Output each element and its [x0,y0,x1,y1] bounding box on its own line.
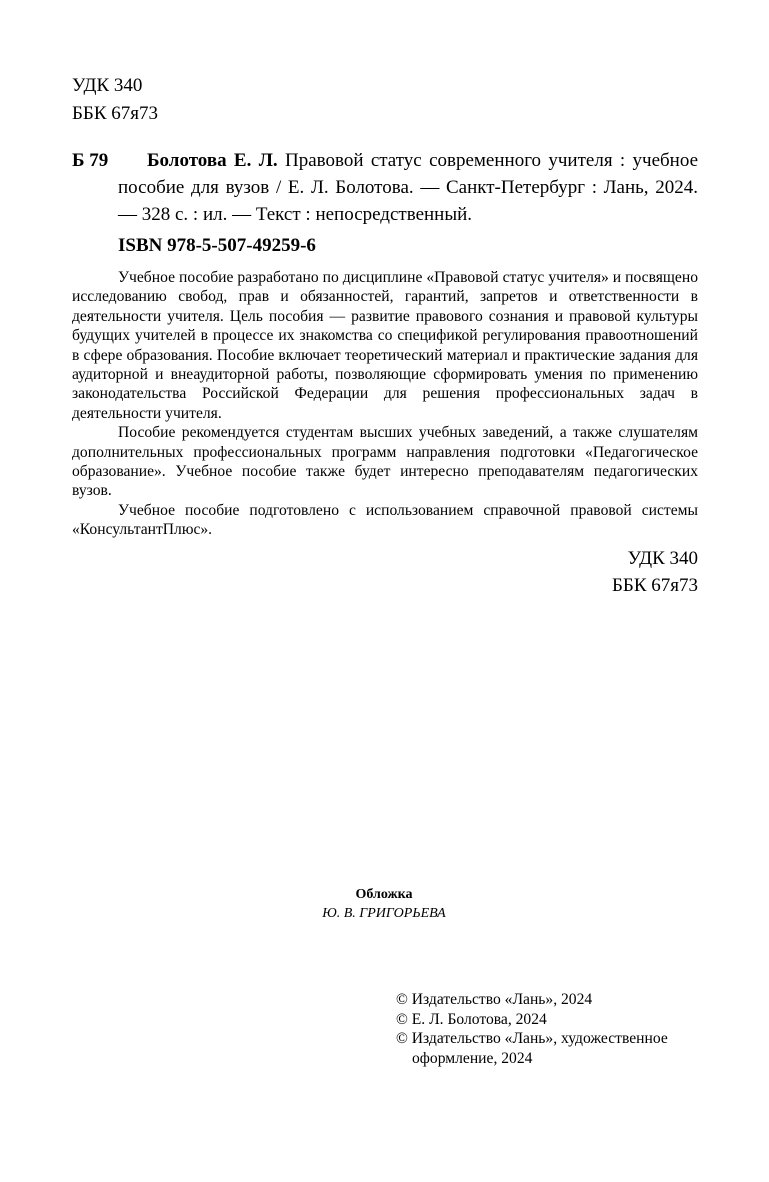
annotation-paragraph: Пособие рекомендуется студентам высших учебных заведений, а также слушателям дополнительных профессиональных программ направления подготовки «Педагогическое образование». Учебное пособие также будет интересно преподавателям педагогических вузов. [72,424,698,500]
copyright-line: © Издательство «Лань», 2024 [396,991,593,1008]
bibliographic-entry [72,147,698,228]
bibliographic-description-block [118,147,698,228]
bbk-code: ББК 67я73 [612,575,698,596]
udk-code: УДК 340 [72,75,143,96]
cover-label: Обложка [355,887,413,902]
copyright-notices [396,990,706,1068]
annotation-paragraph: Учебное пособие разработано по дисциплине «Правовой статус учителя» и посвящено исследованию свобод, прав и обязанностей, гарантий, запретов и ответственности в деятельности учителя. Цель пособия — развитие правового сознания и правовой культуры будущих учителей в процессе их знакомства со спецификой регулирования правоотношений в сфере образования. Пособие включает теоретический материал и практические задания для аудиторной и внеаудиторной работы, позволяющие сформировать умения по применению законодательства Российской Федерации для решения профессиональных задач в деятельности учителя. [72,269,698,422]
udk-code: УДК 340 [627,548,698,569]
cover-artist: Ю. В. ГРИГОРЬЕВА [322,906,446,921]
annotation [72,268,698,540]
isbn: ISBN 978-5-507-49259-6 [118,235,316,256]
bibliographic-description: Правовой статус современного учителя : учебное пособие для вузов / Е. Л. Болотова. — Санкт-Петербург : Лань, 2024. — 328 с. : ил. — Текст : непосредственный. [118,150,699,225]
copyright-line: © Издательство «Лань», художественное оформление, 2024 [396,1030,668,1067]
classification-codes-top [72,72,158,128]
author-name: Болотова Е. Л. [147,150,278,171]
cover-credit [234,885,534,923]
author-mark: Б 79 [72,150,109,171]
annotation-paragraph: Учебное пособие подготовлено с использованием справочной правовой системы «КонсультантПлюс». [72,501,698,539]
classification-codes-bottom [500,545,698,599]
bbk-code: ББК 67я73 [72,103,158,124]
copyright-line: © Е. Л. Болотова, 2024 [396,1010,547,1028]
